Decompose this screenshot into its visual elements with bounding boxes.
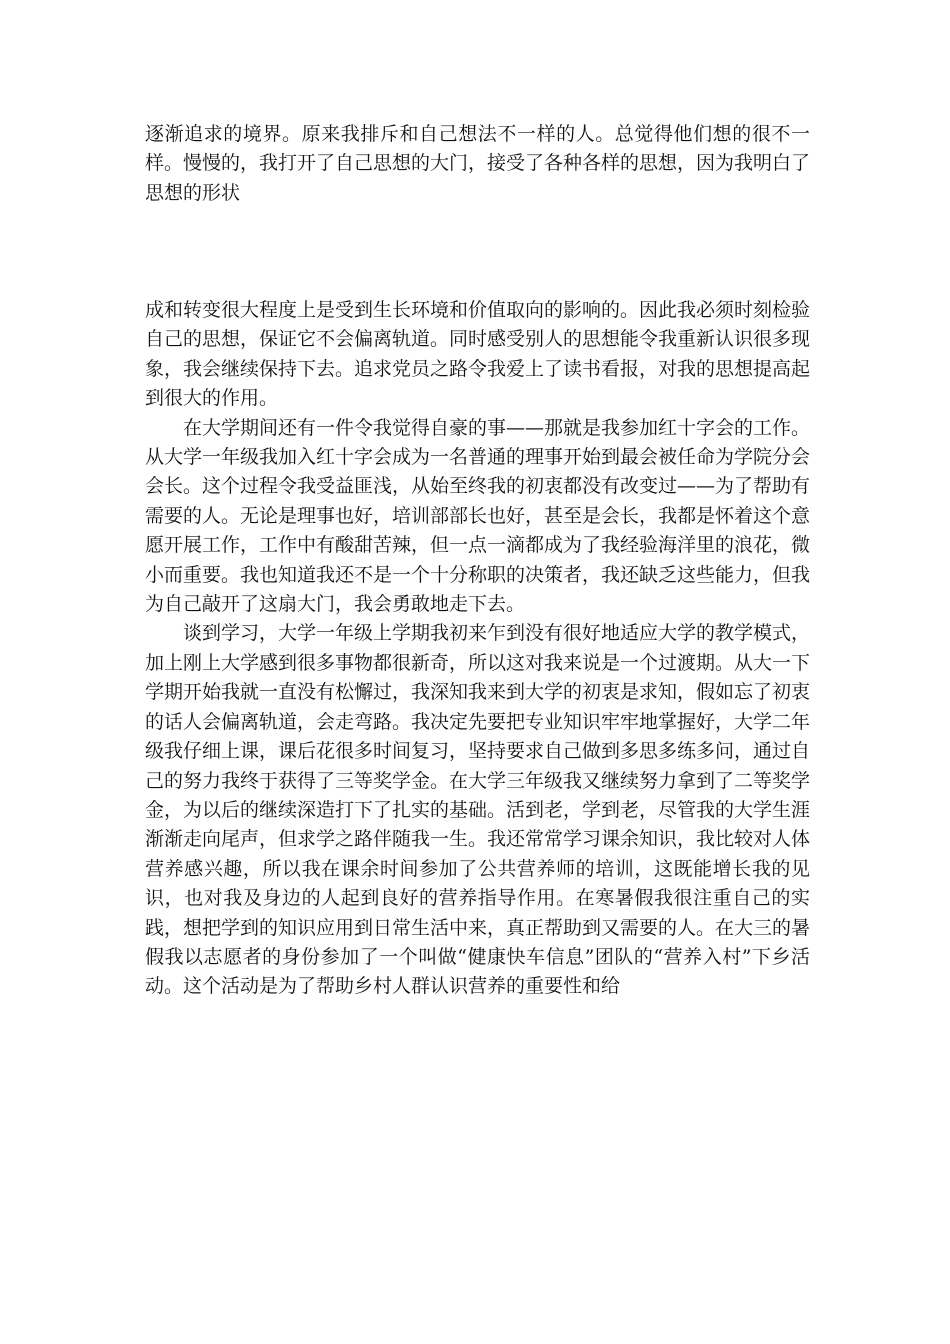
paragraph-red-cross: 在大学期间还有一件令我觉得自豪的事——那就是我参加红十字会的工作。从大学一年级我加入红十字会成为一名普通的理事开始到最会被任命为学院分会会长。这个过程令我受益匪浅，从始至终我的初衷都没有改变过——为了帮助有需要的人。无论是理事也好，培训部部长也好，甚至是会长，我都是怀着这个意愿开展工作，工作中有酸甜苦辣，但一点一滴都成为了我经验海洋里的浪花，微小而重要。我也知道我还不是一个十分称职的决策者，我还缺乏这些能力，但我为自己敲开了这扇大门，我会勇敢地走下去。 bbox=[145, 416, 811, 616]
text-block-main bbox=[145, 296, 810, 1002]
paragraph-study: 谈到学习，大学一年级上学期我初来乍到没有很好地适应大学的教学模式，加上刚上大学感到很多事物都很新奇，所以这对我来说是一个过渡期。从大一下学期开始我就一直没有松懈过，我深知我来到大学的初衷是求知，假如忘了初衷的话人会偏离轨道，会走弯路。我决定先要把专业知识牢牢地掌握好，大学二年级我仔细上课，课后花很多时间复习，坚持要求自己做到多思多练多问，通过自己的努力我终于获得了三等奖学金。在大学三年级我又继续努力拿到了二等奖学金，为以后的继续深造打下了扎实的基础。活到老，学到老，尽管我的大学生涯渐渐走向尾声，但求学之路伴随我一生。我还常常学习课余知识，我比较对人体营养感兴趣，所以我在课余时间参加了公共营养师的培训，这既能增长我的见识，也对我及身边的人起到良好的营养指导作用。在寒暑假我很注重自己的实践，想把学到的知识应用到日常生活中来，真正帮助到又需要的人。在大三的暑假我以志愿者的身份参加了一个叫做“健康快车信息”团队的“营养入村”下乡活动。这个活动是为了帮助乡村人群认识营养的重要性和给 bbox=[145, 622, 811, 998]
text-block-top bbox=[145, 120, 810, 208]
paragraph-fragment-top: 逐渐追求的境界。原来我排斥和自己想法不一样的人。总觉得他们想的很不一样。慢慢的，我打开了自己思想的大门，接受了各种各样的思想，因为我明白了思想的形状 bbox=[145, 123, 811, 204]
paragraph-continuation: 成和转变很大程度上是受到生长环境和价值取向的影响的。因此我必须时刻检验自己的思想，保证它不会偏离轨道。同时感受别人的思想能令我重新认识很多现象，我会继续保持下去。追求党员之路令我爱上了读书看报，对我的思想提高起到很大的作用。 bbox=[145, 299, 811, 410]
